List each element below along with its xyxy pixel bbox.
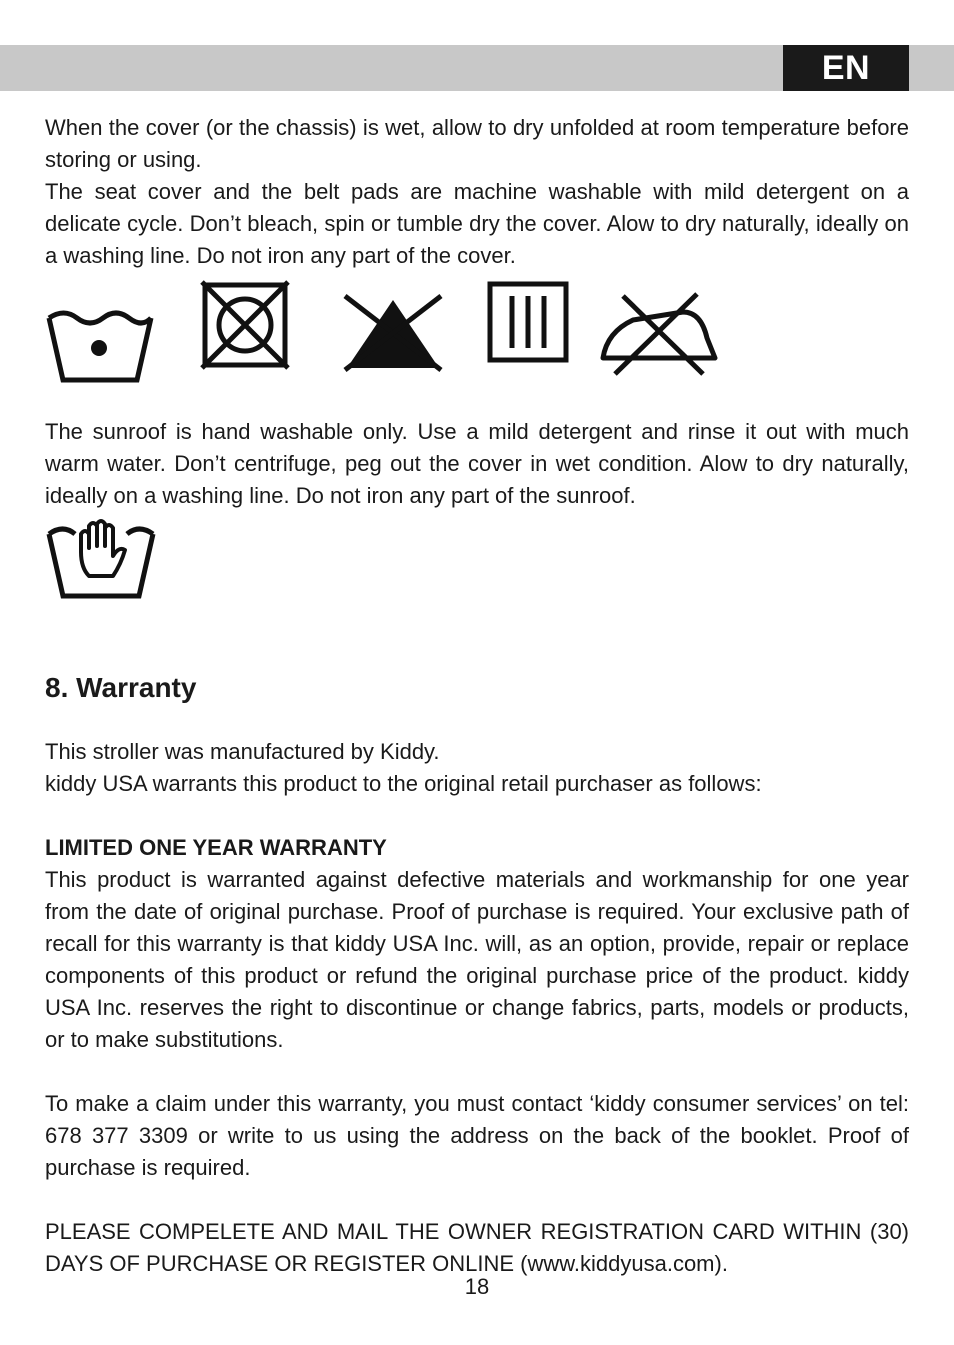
cover-dry-text: When the cover (or the chassis) is wet, allow to dry unfolded at room temperature before storing or using.	[45, 115, 909, 172]
hand-wash-icon	[45, 516, 909, 612]
no-tumble-dry-icon	[200, 280, 292, 372]
language-tab: EN	[783, 45, 909, 91]
no-iron-icon	[597, 288, 721, 376]
warranty-heading: 8. Warranty	[45, 672, 197, 703]
warranty-intro-1: This stroller was manufactured by Kiddy.	[45, 739, 440, 764]
page-number: 18	[464, 1274, 490, 1299]
line-dry-icon	[486, 280, 572, 364]
wash-30-icon	[45, 296, 155, 386]
no-bleach-icon	[341, 290, 445, 372]
warranty-claim: To make a claim under this warranty, you must contact ‘kiddy consumer services’ on tel: 678 377 3309 or write to us using the address on the back of the booklet. Proof of purchase is required.	[45, 1091, 909, 1180]
page-content	[45, 112, 909, 1280]
warranty-body: This product is warranted against defective materials and workmanship for one year from the date of original purchase. Proof of purchase is required. Your exclusive path of recall for this warranty is that kiddy USA Inc. will, as an option, provide, repair or replace components of this product or refund the original purchase price of the product. kiddy USA Inc. reserves the right to discontinue or change fabrics, parts, models or products, or to make substitutions.	[45, 867, 909, 1052]
care-icons-row	[45, 296, 909, 408]
warranty-registration: PLEASE COMPELETE AND MAIL THE OWNER REGISTRATION CARD WITHIN (30) DAYS OF PURCHASE OR REGISTER ONLINE (www.kiddyusa.com).	[45, 1219, 909, 1276]
warranty-intro-2: kiddy USA warrants this product to the original retail purchaser as follows:	[45, 771, 762, 796]
cover-wash-text: The seat cover and the belt pads are machine washable with mild detergent on a delicate cycle. Don’t bleach, spin or tumble dry the cover. Alow to dry naturally, ideally on a washing line. Do not iron any part of the cover.	[45, 179, 909, 268]
sunroof-wash-text: The sunroof is hand washable only. Use a mild detergent and rinse it out with much warm water. Don’t centrifuge, peg out the cover in wet condition. Alow to dry naturally, ideally on a washing line. Do not iron any part of the sunroof.	[45, 419, 909, 508]
warranty-subheading: LIMITED ONE YEAR WARRANTY	[45, 835, 387, 860]
